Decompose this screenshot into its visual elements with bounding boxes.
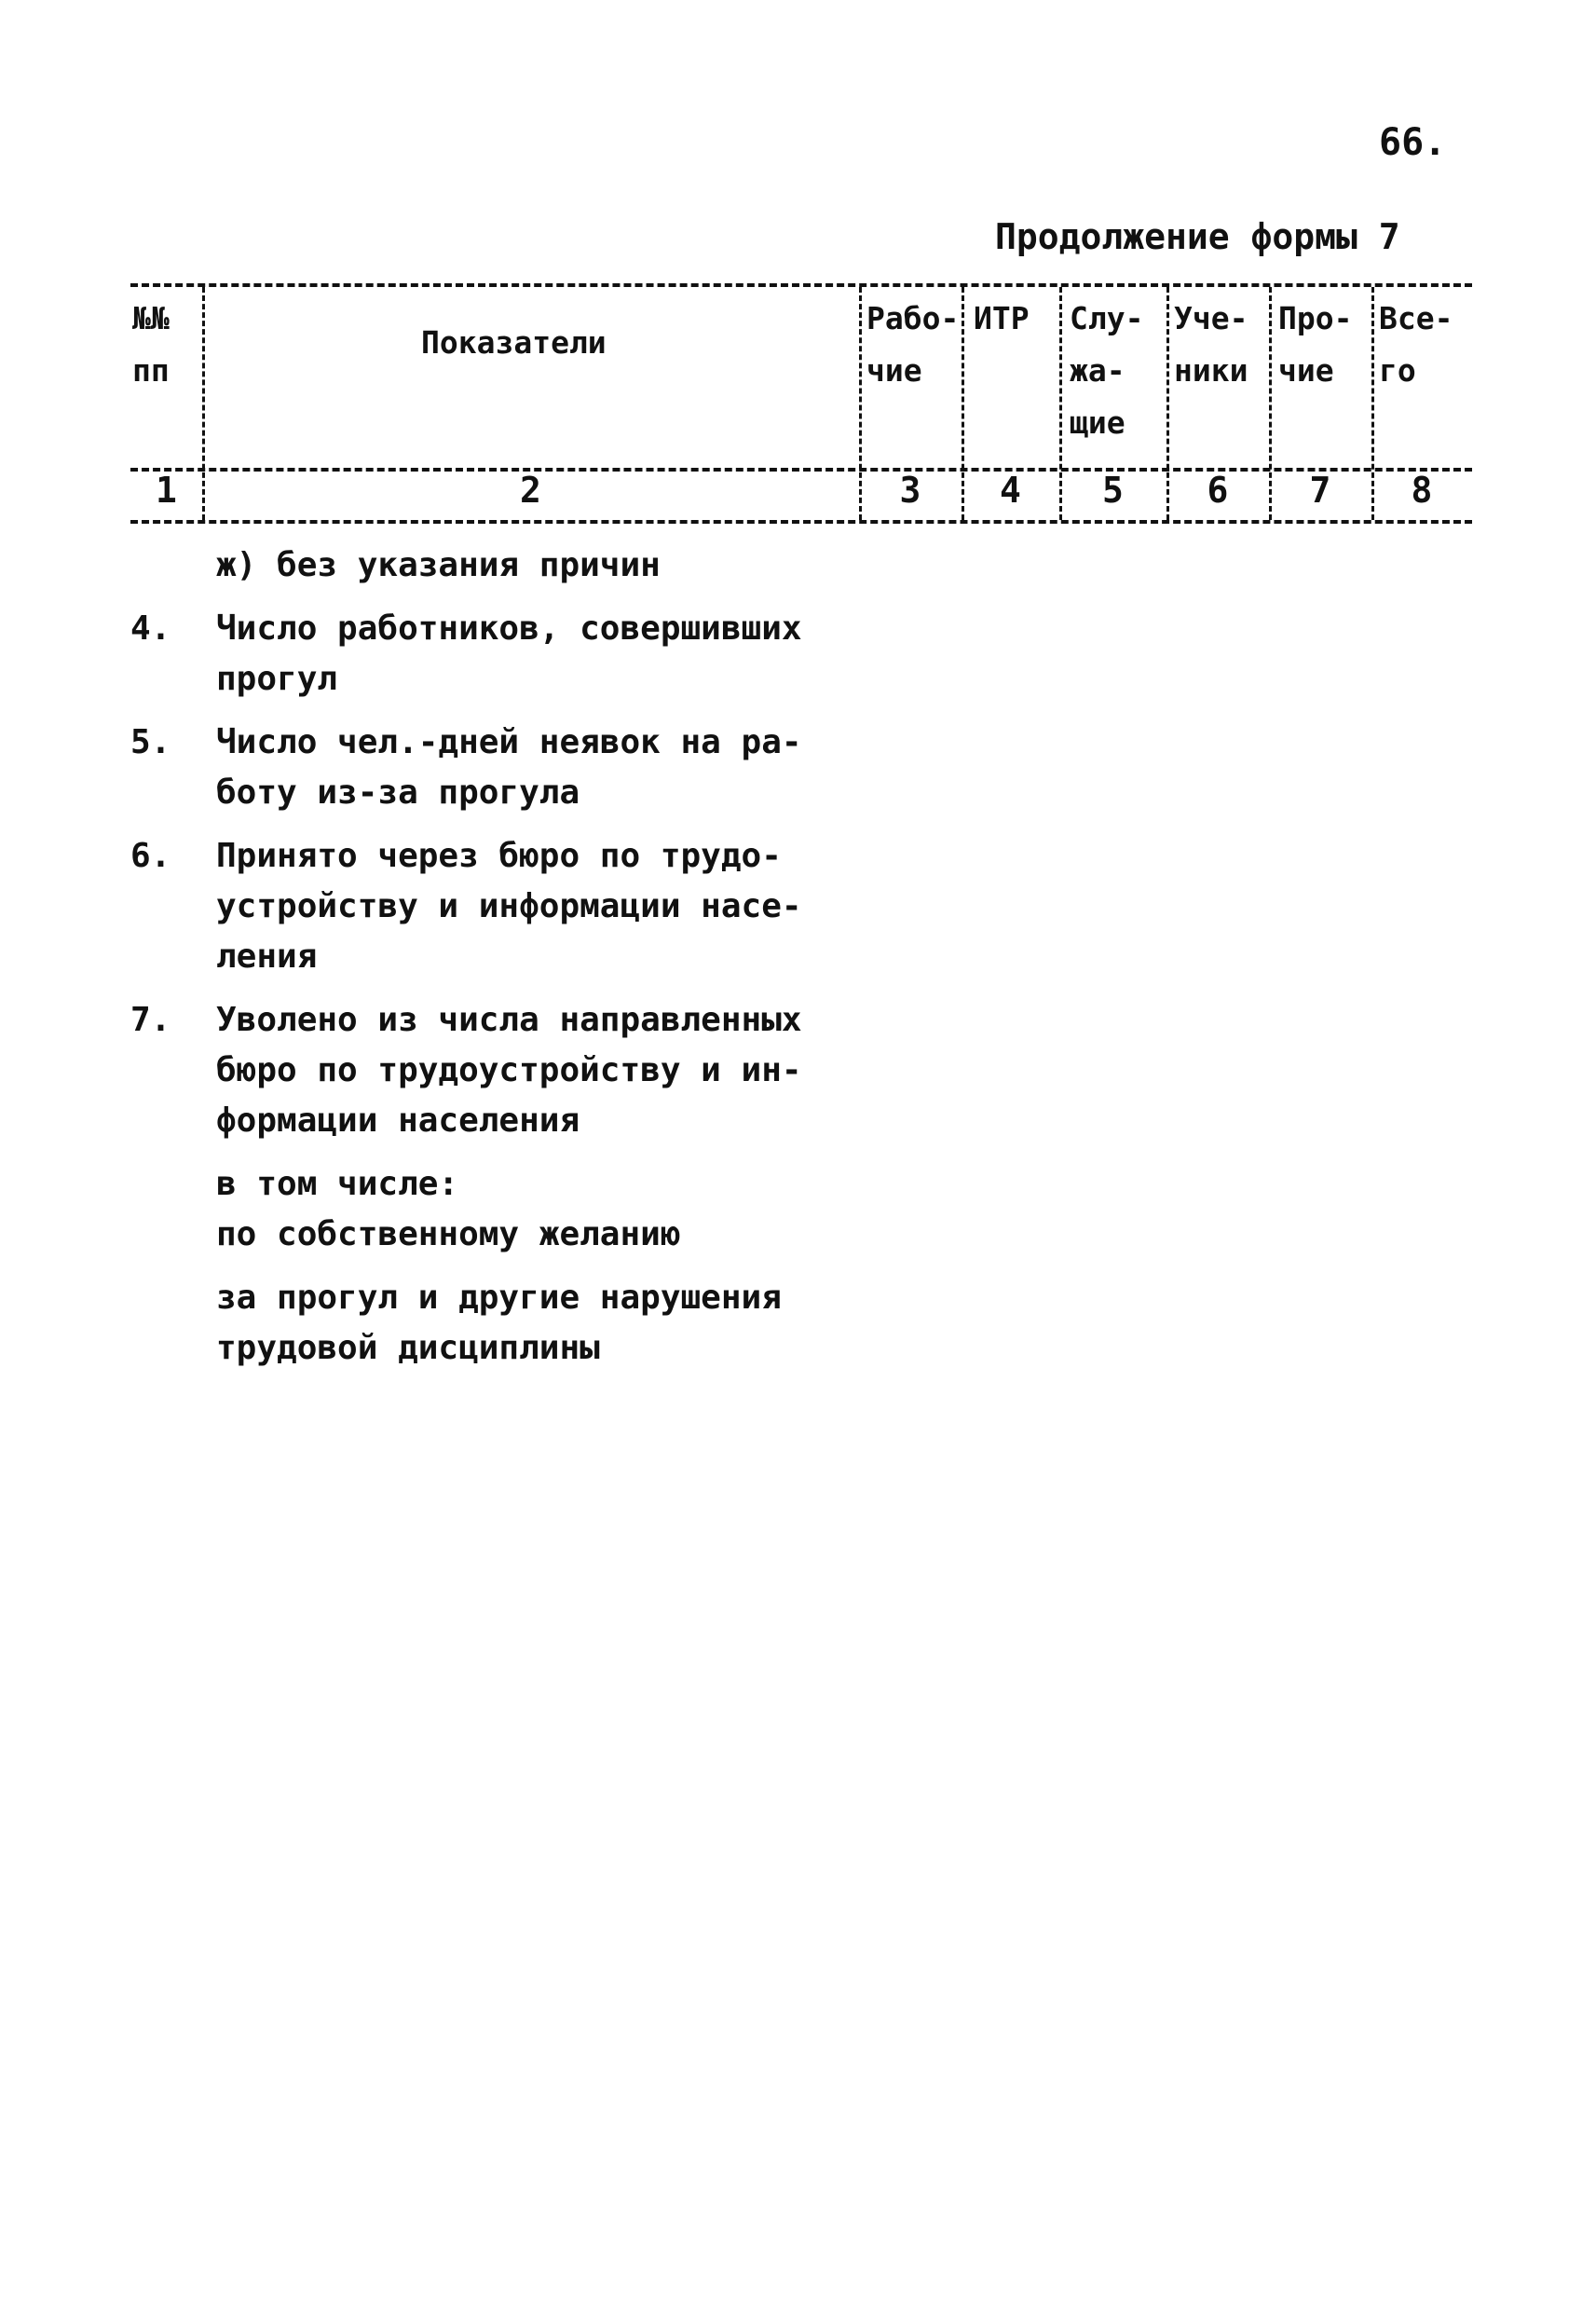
list-item: 5. Число чел.-дней неявок на ра- боту из-за прогула [130, 723, 802, 812]
list-item: 7. Уволено из числа направленных бюро по трудоустройству и ин- формации населения [130, 1001, 802, 1140]
table-header [130, 276, 1472, 527]
header-num-1: 1 [156, 470, 177, 511]
list-item: 4. Число работников, совершивших прогул [130, 609, 802, 698]
header-num-8: 8 [1411, 470, 1433, 511]
header-num-7: 7 [1309, 470, 1331, 511]
header-col-others: Про- чие [1278, 300, 1353, 389]
indicator-list [130, 540, 876, 1387]
header-bottom-rule [130, 520, 1472, 524]
header-col-indicators: Показатели [421, 324, 607, 361]
header-num-4: 4 [1000, 470, 1021, 511]
header-col-number: №№ пп [132, 300, 170, 389]
header-col-employees: Слу- жа- щие [1070, 300, 1144, 441]
header-col-workers: Рабо- чие [866, 300, 960, 389]
header-num-2: 2 [520, 470, 541, 511]
list-item: за прогул и другие нарушения трудовой дисциплины [216, 1279, 782, 1367]
header-col-apprentices: Уче- ники [1174, 300, 1248, 389]
header-num-3: 3 [899, 470, 921, 511]
header-num-5: 5 [1102, 470, 1124, 511]
list-item: ж) без указания причин [216, 546, 661, 584]
header-col-engineers: ИТР [974, 300, 1030, 336]
form-continuation-title: Продолжение формы 7 [995, 216, 1400, 257]
header-col-total: Все- го [1379, 300, 1453, 389]
list-item: в том числе: по собственному желанию [216, 1165, 681, 1253]
list-item: 6. Принято через бюро по трудо- устройству и информации насе- ления [130, 837, 802, 976]
page-number: 66. [1379, 121, 1447, 164]
header-num-6: 6 [1207, 470, 1229, 511]
